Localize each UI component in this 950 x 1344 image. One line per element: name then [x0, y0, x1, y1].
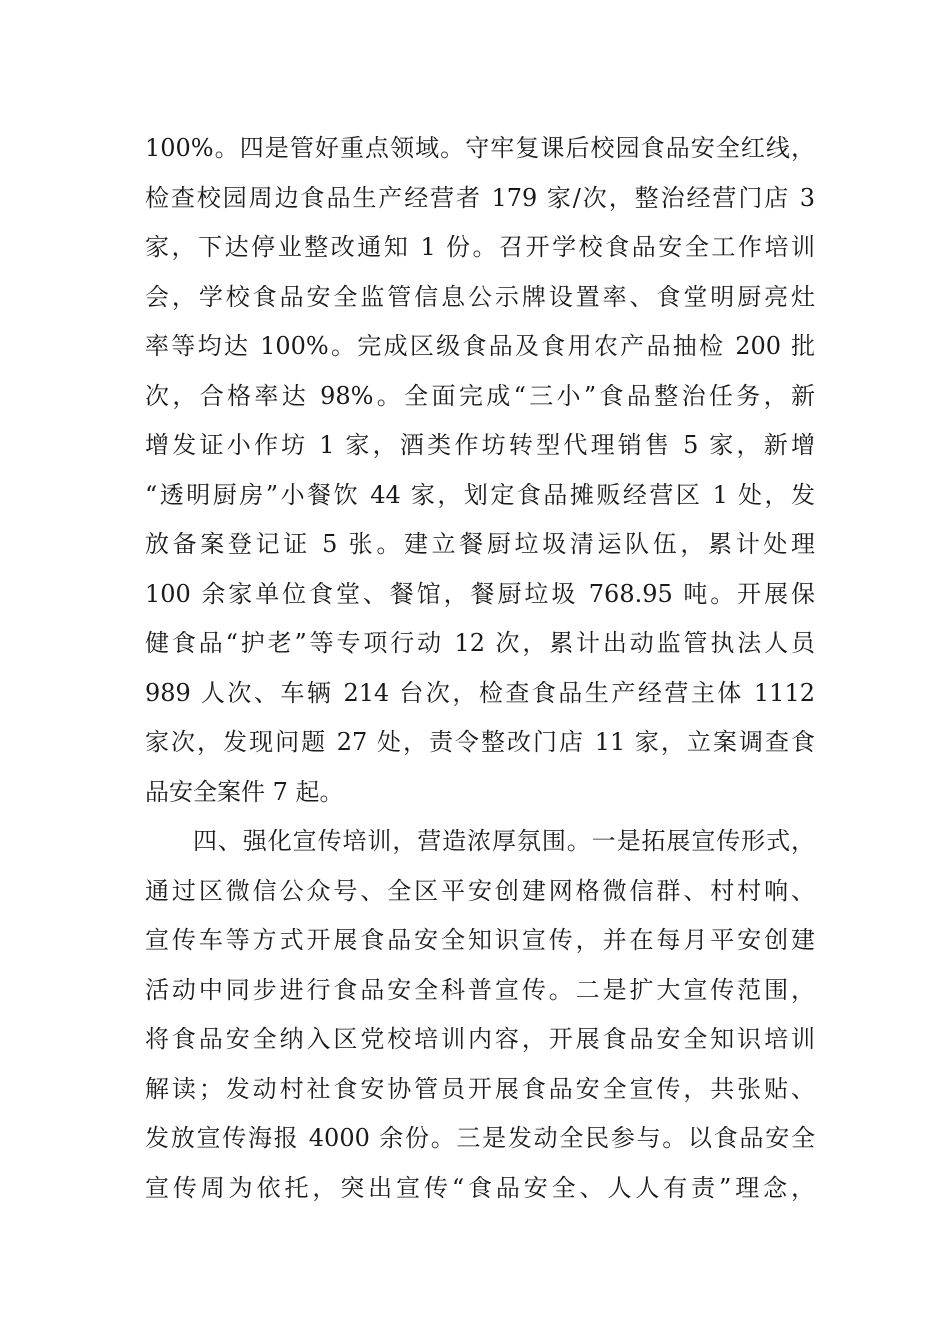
body-text [145, 124, 815, 1213]
text-line-18: 活动中同步进行食品安全科普宣传。二是扩大宣传范围， [145, 975, 815, 1004]
text-line-10: 100 余家单位食堂、餐馆，餐厨垃圾 768.95 吨。开展保 [145, 579, 815, 608]
text-line-13: 家次，发现问题 27 处，责令整改门店 11 家，立案调查食 [145, 728, 815, 756]
text-line-7: 增发证小作坊 1 家，酒类作坊转型代理销售 5 家，新增 [145, 431, 815, 459]
text-line-22: 宣传周为依托，突出宣传“食品安全、人人有责”理念， [145, 1173, 815, 1202]
text-line-3: 家，下达停业整改通知 1 份。召开学校食品安全工作培训 [145, 233, 815, 261]
text-line-9: 放备案登记证 5 张。建立餐厨垃圾清运队伍，累计处理 [145, 530, 815, 558]
text-line-6: 次，合格率达 98%。全面完成“三小”食品整治任务，新 [145, 381, 815, 410]
text-line-4: 会，学校食品安全监管信息公示牌设置率、食堂明厨亮灶 [145, 282, 815, 311]
text-line-8: “透明厨房”小餐饮 44 家，划定食品摊贩经营区 1 处，发 [145, 480, 815, 509]
text-line-16: 通过区微信公众号、全区平安创建网格微信群、村村响、 [145, 876, 815, 905]
text-line-1: 100%。四是管好重点领域。守牢复课后校园食品安全红线， [145, 134, 815, 162]
text-line-2: 检查校园周边食品生产经营者 179 家/次，整治经营门店 3 [145, 183, 815, 212]
text-line-5: 率等均达 100%。完成区级食品及食用农产品抽检 200 批 [145, 332, 815, 360]
text-line-12: 989 人次、车辆 214 台次，检查食品生产经营主体 1112 [145, 678, 815, 707]
text-line-15: 四、强化宣传培训，营造浓厚氛围。一是拓展宣传形式， [193, 827, 815, 855]
text-line-14: 品安全案件 7 起。 [145, 777, 344, 806]
text-line-17: 宣传车等方式开展食品安全知识宣传，并在每月平安创建 [145, 926, 815, 954]
text-line-21: 发放宣传海报 4000 余份。三是发动全民参与。以食品安全 [145, 1124, 815, 1152]
text-line-20: 解读；发动村社食安协管员开展食品安全宣传，共张贴、 [145, 1074, 815, 1103]
text-line-19: 将食品安全纳入区党校培训内容，开展食品安全知识培训 [145, 1025, 815, 1053]
text-line-11: 健食品“护老”等专项行动 12 次，累计出动监管执法人员 [145, 629, 815, 657]
